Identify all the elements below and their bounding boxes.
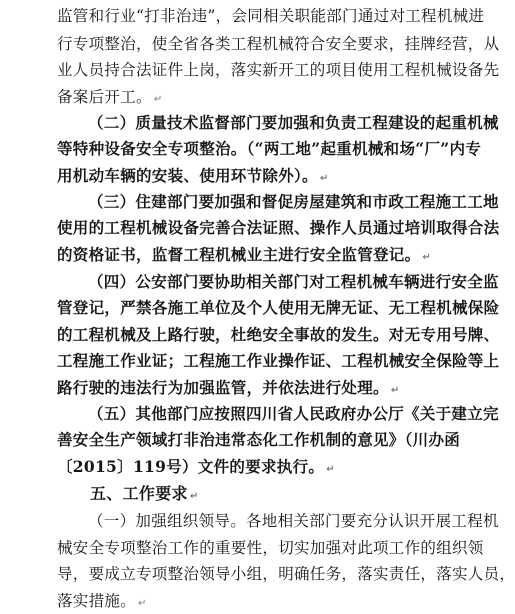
text-line: 善安全生产领域打非治违常态化工作机制的意见》（川办函 — [57, 430, 461, 449]
paragraph-mark-icon: ↵ — [422, 252, 432, 263]
text-line: 的资格证书，监督工程机械业主进行安全监管登记。 ↵ — [57, 245, 432, 264]
text-line: （三）住建部门要加强和督促房屋建筑和市政工程施工工地 — [88, 192, 499, 211]
text-line: 落实措施。 ↵ — [57, 592, 147, 610]
item-number: （三） — [88, 192, 136, 211]
paragraph-mark-icon: ↵ — [189, 491, 199, 502]
text-line: 管登记，严禁各施工单位及个人使用无牌无证、无工程机械保险 — [57, 298, 500, 317]
text-line: 使用的工程机械设备完善合法证照、操作人员通过培训取得合法 — [57, 218, 500, 237]
text-line: 行专项整治，使全省各类工程机械符合安全要求，挂牌经营，从 — [57, 35, 500, 53]
paragraph-mark-icon: ↵ — [326, 464, 335, 475]
text-line: 用机动车辆的安装、使用环节除外）。 ↵ — [57, 166, 329, 185]
text-line: （一）加强组织领导。各地相关部门要充分认识开展工程机 — [88, 512, 499, 530]
text-line: （四）公安部门要协助相关部门对工程机械车辆进行安全监 — [88, 272, 499, 291]
text-line: 路行驶的违法行为加强监管，并依法进行处理。 ↵ — [57, 378, 400, 397]
item-number: （二） — [88, 113, 136, 132]
text-line: 工程施工作业证；工程施工作业操作证、工程机械安全保险等上 — [57, 351, 500, 370]
text-line: 导，要成立专项整治领导小组，明确任务，落实责任，落实人员， — [57, 565, 515, 583]
text-line: （五）其他部门应按照四川省人民政府办公厅《关于建立完 — [88, 404, 499, 423]
text-line: 械安全专项整治工作的重要性，切实加强对此项工作的组织领 — [57, 539, 484, 557]
section-heading: 五、工作要求 ↵ — [90, 484, 199, 503]
paragraph-mark-icon: ↵ — [138, 598, 147, 609]
text-line: 监管和行业“打非治违”，会同相关职能部门通过对工程机械进 — [57, 7, 485, 25]
item-number: （五） — [88, 404, 136, 423]
text-line: 等特种设备安全专项整治。（“两工地”起重机械和场“厂”内专 — [57, 139, 482, 158]
paragraph-mark-icon: ↵ — [390, 385, 400, 396]
paragraph-mark-icon: ↵ — [319, 173, 329, 184]
text-line: 业人员持合法证件上岗，落实新开工的项目使用工程机械设备先 — [57, 61, 500, 79]
text-line: （二）质量技术监督部门要加强和负责工程建设的起重机械 — [88, 113, 499, 132]
paragraph-mark-icon: ↵ — [153, 94, 163, 105]
text-line: 备案后开工。 ↵ — [57, 88, 163, 106]
text-line: 的工程机械及上路行驶，杜绝安全事故的发生。对无专用号牌、 — [57, 325, 500, 344]
text-line: 〔2015〕119号）文件的要求执行。 ↵ — [57, 457, 335, 476]
item-number: （四） — [88, 272, 136, 291]
